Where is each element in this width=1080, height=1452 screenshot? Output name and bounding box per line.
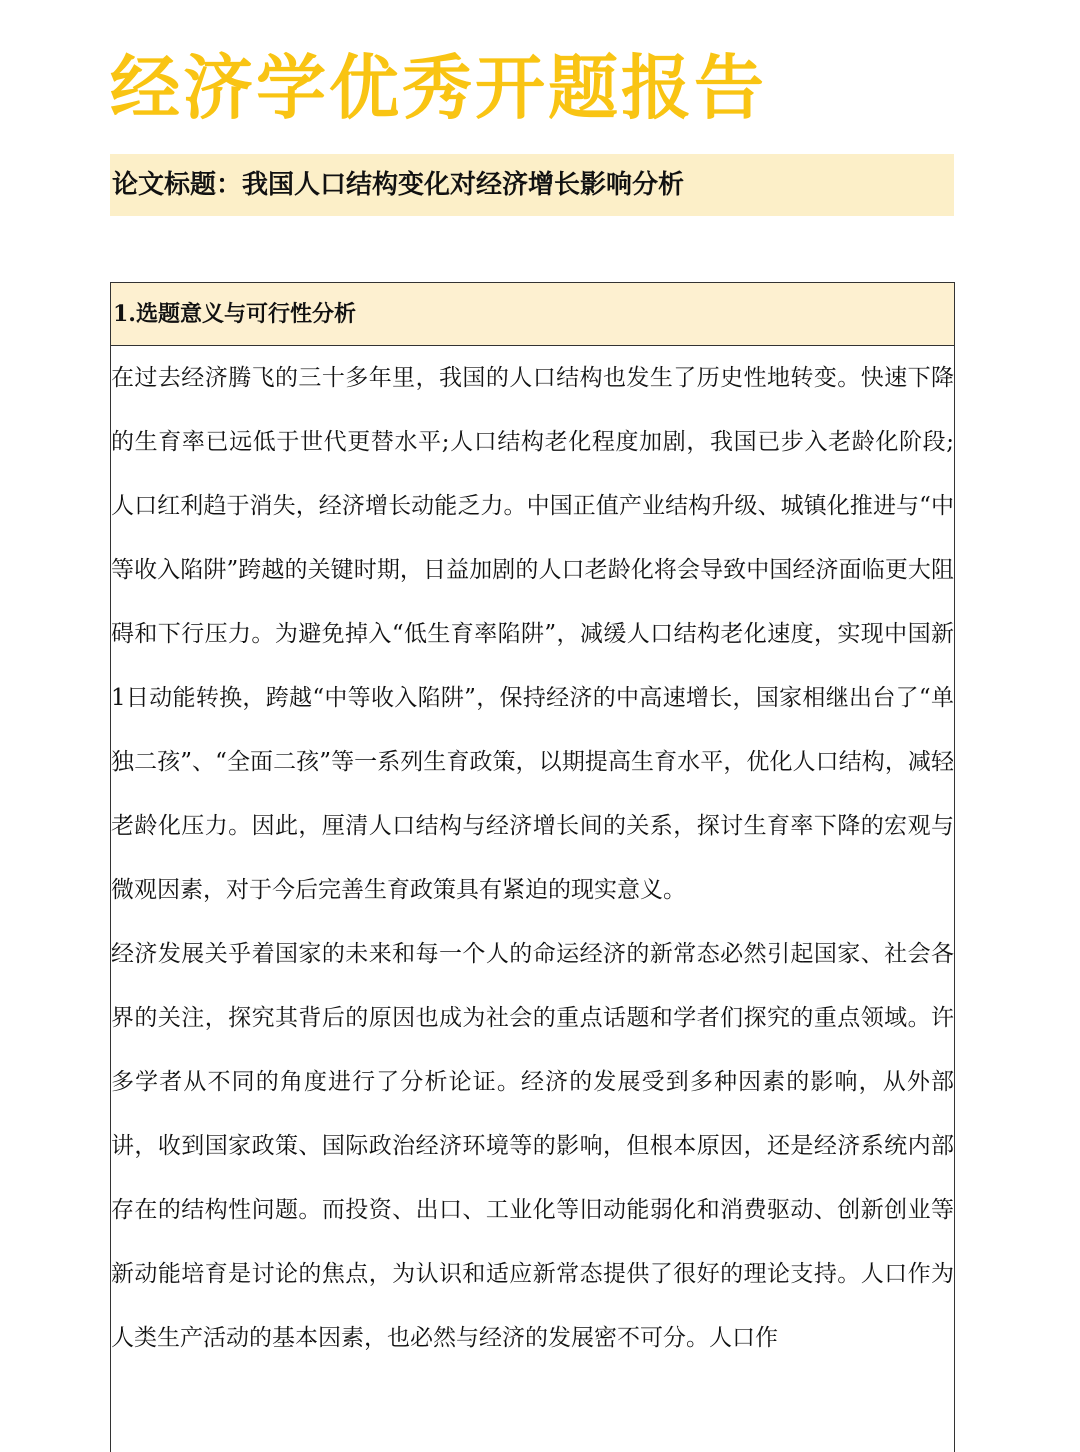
section-paragraph-1: 在过去经济腾飞的三十多年里，我国的人口结构也发生了历史性地转变。快速下降的生育率已远低于世代更替水平;人口结构老化程度加剧，我国已步入老龄化阶段;人口红利趋于消失，经济增长动能乏力。中国正值产业结构升级、城镇化推进与“中等收入陷阱”跨越的关键时期，日益加剧的人口老龄化将会导致中国经济面临更大阻碍和下行压力。为避免掉入“低生育率陷阱”，减缓人口结构老化速度，实现中国新1日动能转换，跨越“中等收入陷阱”，保持经济的中高速增长，国家相继出台了“单独二孩”、“全面二孩”等一系列生育政策，以期提高生育水平，优化人口结构，减轻老龄化压力。因此，厘清人口结构与经济增长间的关系，探讨生育率下降的宏观与微观因素，对于今后完善生育政策具有紧迫的现实意义。	[111, 365, 954, 903]
report-title: 经济学优秀开题报告	[110, 47, 767, 129]
thesis-title: 论文标题：我国人口结构变化对经济增长影响分析	[112, 170, 685, 200]
section-heading: 1.选题意义与可行性分析	[111, 283, 954, 346]
section-box	[110, 282, 955, 1452]
section-paragraph-2: 经济发展关乎着国家的未来和每一个人的命运经济的新常态必然引起国家、社会各界的关注，探究其背后的原因也成为社会的重点话题和学者们探究的重点领域。许多学者从不同的角度进行了分析论证。经济的发展受到多种因素的影响，从外部讲，收到国家政策、国际政治经济环境等的影响，但根本原因，还是经济系统内部存在的结构性问题。而投资、出口、工业化等旧动能弱化和消费驱动、创新创业等新动能培育是讨论的焦点，为认识和适应新常态提供了很好的理论支持。人口作为人类生产活动的基本因素，也必然与经济的发展密不可分。人口作	[111, 941, 954, 1351]
thesis-title-bar	[110, 154, 954, 216]
